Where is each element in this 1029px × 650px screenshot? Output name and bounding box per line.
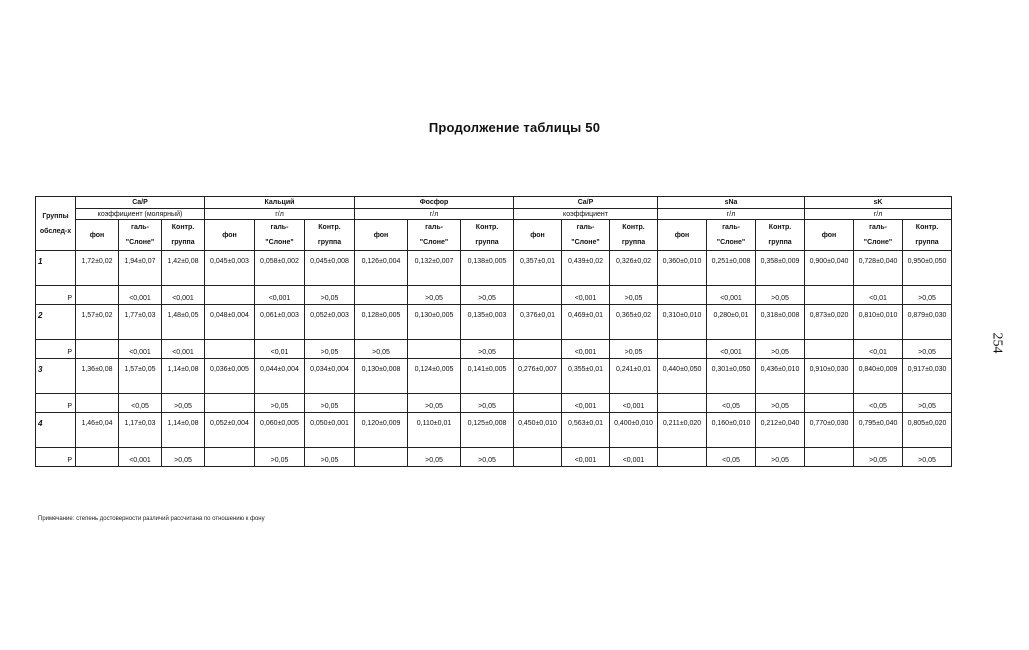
subcol-label-a: Контр. [318,224,341,231]
subcol-header [756,220,805,251]
value-cell: 0,130±0,008 [355,359,408,394]
value-cell: 0,034±0,004 [305,359,355,394]
subcol-header [805,220,854,251]
value-cell: 0,365±0,02 [610,305,658,340]
subcol-label-a: фон [821,231,837,239]
subcol-header [162,220,205,251]
value-cell: 0,900±0,040 [805,251,854,286]
p-value-cell [514,286,562,305]
subcol-label-a: фон [89,231,105,239]
value-cell: 0,125±0,008 [461,413,514,448]
subcol-label-b: "Слоне" [265,239,294,246]
p-value-cell [514,394,562,413]
value-cell: 0,211±0,020 [658,413,707,448]
p-value-cell [205,448,255,467]
p-value-cell: >0,05 [255,394,305,413]
value-cell: 0,141±0,005 [461,359,514,394]
value-cell: 1,14±0,08 [162,359,205,394]
subcol-label-a: галь- [869,224,887,231]
p-value-cell: >0,05 [305,340,355,359]
value-cell: 0,469±0,01 [562,305,610,340]
p-value-cell: >0,05 [461,340,514,359]
value-cell: 0,840±0,009 [854,359,903,394]
p-value-cell [658,448,707,467]
value-cell: 0,276±0,007 [514,359,562,394]
p-value-cell: >0,05 [162,394,205,413]
subcol-label-a: галь- [270,224,289,231]
table-row [36,305,952,340]
p-value-cell: <0,001 [162,340,205,359]
p-value-cell [355,448,408,467]
value-cell: 0,212±0,040 [756,413,805,448]
value-cell: 1,72±0,02 [76,251,119,286]
value-cell: 0,360±0,010 [658,251,707,286]
p-label: P [36,340,76,359]
p-value-cell [76,394,119,413]
p-value-cell [355,394,408,413]
subcol-label-b: группа [768,239,792,246]
p-value-cell [805,286,854,305]
value-cell: 0,120±0,009 [355,413,408,448]
value-cell: 0,138±0,005 [461,251,514,286]
p-value-cell [355,286,408,305]
table-row [36,251,952,286]
p-value-row [36,394,952,413]
block-unit: г/л [205,209,355,220]
p-value-cell [76,340,119,359]
subcol-label-a: галь- [131,224,149,231]
value-cell: 0,810±0,010 [854,305,903,340]
p-value-cell: >0,05 [305,286,355,305]
subcol-label-b: "Слоне" [419,239,449,246]
value-cell: 0,052±0,003 [305,305,355,340]
value-cell: 0,450±0,010 [514,413,562,448]
value-cell: 0,728±0,040 [854,251,903,286]
page-title: Продолжение таблицы 50 [428,120,601,135]
value-cell: 0,563±0,01 [562,413,610,448]
value-cell: 1,36±0,08 [76,359,119,394]
block-unit: г/л [355,209,514,220]
header-row-units [36,209,952,220]
p-value-cell: >0,05 [162,448,205,467]
subcol-label-a: галь- [425,224,443,231]
subcol-header [514,220,562,251]
p-value-cell [805,394,854,413]
subcol-label-a: фон [674,231,690,239]
value-cell: 1,17±0,03 [119,413,162,448]
subcol-header [461,220,514,251]
p-value-cell [205,394,255,413]
value-cell: 0,770±0,030 [805,413,854,448]
value-cell: 0,050±0,001 [305,413,355,448]
subcol-header [903,220,952,251]
p-value-cell: <0,01 [854,340,903,359]
value-cell: 0,318±0,008 [756,305,805,340]
block-name: Фосфор [355,197,514,209]
subcol-label-b: группа [621,239,646,246]
p-value-cell: <0,001 [119,340,162,359]
value-cell: 0,045±0,008 [305,251,355,286]
value-cell: 0,439±0,02 [562,251,610,286]
p-value-cell: >0,05 [756,448,805,467]
data-table [35,196,952,467]
p-value-cell: >0,05 [305,394,355,413]
block-unit: коэффициент (молярный) [76,209,205,220]
group-number: 1 [36,251,76,286]
p-value-cell: <0,001 [610,394,658,413]
value-cell: 1,57±0,02 [76,305,119,340]
p-value-cell [658,286,707,305]
value-cell: 0,058±0,002 [255,251,305,286]
value-cell: 0,358±0,009 [756,251,805,286]
p-value-cell: >0,05 [903,340,952,359]
value-cell: 0,135±0,003 [461,305,514,340]
subcol-label-a: Контр. [622,224,645,231]
subcol-label-b: группа [915,239,939,246]
value-cell: 1,57±0,05 [119,359,162,394]
value-cell: 0,355±0,01 [562,359,610,394]
p-value-cell [805,340,854,359]
p-value-cell: >0,05 [903,448,952,467]
subcol-label-a: галь- [722,224,740,231]
p-value-cell: <0,01 [255,340,305,359]
value-cell: 0,110±0,01 [408,413,461,448]
subcol-label-a: фон [530,231,545,239]
value-cell: 0,060±0,005 [255,413,305,448]
p-value-cell: >0,05 [756,394,805,413]
value-cell: 0,376±0,01 [514,305,562,340]
subcol-header [76,220,119,251]
value-cell: 0,357±0,01 [514,251,562,286]
p-value-cell [408,340,461,359]
value-cell: 0,873±0,020 [805,305,854,340]
subcol-label-a: галь- [576,224,595,231]
p-label: P [36,286,76,305]
value-cell: 0,251±0,008 [707,251,756,286]
p-value-cell: <0,001 [562,340,610,359]
p-value-cell: <0,001 [255,286,305,305]
subcol-label-b: "Слоне" [125,239,155,246]
value-cell: 0,436±0,010 [756,359,805,394]
value-cell: 0,917±0,030 [903,359,952,394]
value-cell: 0,440±0,050 [658,359,707,394]
subcol-header [408,220,461,251]
p-value-cell: >0,05 [408,394,461,413]
value-cell: 0,036±0,005 [205,359,255,394]
p-value-cell: >0,05 [610,286,658,305]
value-cell: 0,044±0,004 [255,359,305,394]
subcol-label-b: группа [475,239,499,246]
block-unit: г/л [658,209,805,220]
p-value-cell: <0,05 [119,394,162,413]
subcol-header [562,220,610,251]
groups-header-label: обслед-х [39,227,72,235]
p-value-cell [658,340,707,359]
value-cell: 0,280±0,01 [707,305,756,340]
p-value-cell [205,340,255,359]
p-value-cell: >0,05 [610,340,658,359]
p-value-row [36,286,952,305]
subcol-header [610,220,658,251]
subcol-header [707,220,756,251]
block-name: Ca/P [514,197,658,209]
header-row-blocks [36,197,952,209]
groups-header-label: Группы [42,212,69,220]
p-value-cell: <0,001 [707,286,756,305]
value-cell: 0,128±0,005 [355,305,408,340]
block-name: Кальций [205,197,355,209]
subcol-header [255,220,305,251]
p-value-cell: >0,05 [461,394,514,413]
value-cell: 0,879±0,030 [903,305,952,340]
p-value-cell: >0,05 [408,448,461,467]
p-value-cell: <0,001 [562,448,610,467]
subcol-header [355,220,408,251]
value-cell: 0,326±0,02 [610,251,658,286]
subcol-label-a: фон [373,231,389,239]
p-value-row [36,340,952,359]
p-value-cell: >0,05 [903,394,952,413]
page-number: 254 [989,332,1005,354]
p-label: P [36,394,76,413]
p-value-cell: >0,05 [461,286,514,305]
table-row [36,413,952,448]
value-cell: 0,795±0,040 [854,413,903,448]
p-value-cell [658,394,707,413]
p-value-cell: <0,01 [854,286,903,305]
p-value-cell: >0,05 [408,286,461,305]
value-cell: 0,310±0,010 [658,305,707,340]
subcol-header [658,220,707,251]
table-note: Примечание: степень достоверности различий рассчитана по отношению к фону [38,516,265,522]
value-cell: 0,052±0,004 [205,413,255,448]
p-value-cell: <0,001 [562,394,610,413]
group-number: 2 [36,305,76,340]
value-cell: 1,77±0,03 [119,305,162,340]
p-value-cell: >0,05 [854,448,903,467]
p-value-cell: >0,05 [305,448,355,467]
value-cell: 1,94±0,07 [119,251,162,286]
value-cell: 0,045±0,003 [205,251,255,286]
value-cell: 1,48±0,05 [162,305,205,340]
p-value-cell: <0,001 [119,286,162,305]
subcol-label-a: Контр. [768,224,792,231]
value-cell: 0,048±0,004 [205,305,255,340]
p-value-cell: <0,001 [162,286,205,305]
block-unit: г/л [805,209,952,220]
p-value-cell [205,286,255,305]
p-value-row [36,448,952,467]
value-cell: 0,241±0,01 [610,359,658,394]
p-value-cell: <0,05 [707,448,756,467]
value-cell: 0,400±0,010 [610,413,658,448]
value-cell: 1,14±0,08 [162,413,205,448]
groups-header-cell [36,197,76,251]
subcol-label-b: группа [317,239,342,246]
p-value-cell [514,340,562,359]
value-cell: 0,160±0,010 [707,413,756,448]
subcol-label-a: фон [222,231,237,239]
subcol-label-b: группа [171,239,195,246]
p-value-cell: <0,001 [610,448,658,467]
value-cell: 1,46±0,04 [76,413,119,448]
subcol-label-b: "Слоне" [716,239,746,246]
value-cell: 0,132±0,007 [408,251,461,286]
subcol-label-a: Контр. [475,224,499,231]
subcol-header [205,220,255,251]
p-value-cell: >0,05 [756,286,805,305]
subcol-header [305,220,355,251]
table-row [36,359,952,394]
subcol-label-b: "Слоне" [571,239,600,246]
value-cell: 0,124±0,005 [408,359,461,394]
value-cell: 0,301±0,050 [707,359,756,394]
p-value-cell: >0,05 [255,448,305,467]
header-row-subcols [36,220,952,251]
p-value-cell: <0,001 [119,448,162,467]
p-value-cell [805,448,854,467]
p-value-cell: <0,05 [707,394,756,413]
group-number: 4 [36,413,76,448]
p-value-cell [514,448,562,467]
subcol-label-a: Контр. [915,224,939,231]
value-cell: 0,805±0,020 [903,413,952,448]
p-value-cell: <0,001 [562,286,610,305]
p-value-cell: >0,05 [461,448,514,467]
p-label: P [36,448,76,467]
p-value-cell [76,286,119,305]
block-name: Ca/P [76,197,205,209]
p-value-cell [76,448,119,467]
subcol-header [854,220,903,251]
value-cell: 0,130±0,005 [408,305,461,340]
group-number: 3 [36,359,76,394]
block-unit: коэффициент [514,209,658,220]
p-value-cell: >0,05 [355,340,408,359]
value-cell: 0,910±0,030 [805,359,854,394]
subcol-label-b: "Слоне" [863,239,893,246]
p-value-cell: <0,001 [707,340,756,359]
value-cell: 0,126±0,004 [355,251,408,286]
subcol-header [119,220,162,251]
subcol-label-a: Контр. [171,224,195,231]
block-name: sNa [658,197,805,209]
p-value-cell: >0,05 [756,340,805,359]
value-cell: 0,061±0,003 [255,305,305,340]
block-name: sK [805,197,952,209]
p-value-cell: <0,05 [854,394,903,413]
value-cell: 0,950±0,050 [903,251,952,286]
value-cell: 1,42±0,08 [162,251,205,286]
p-value-cell: >0,05 [903,286,952,305]
